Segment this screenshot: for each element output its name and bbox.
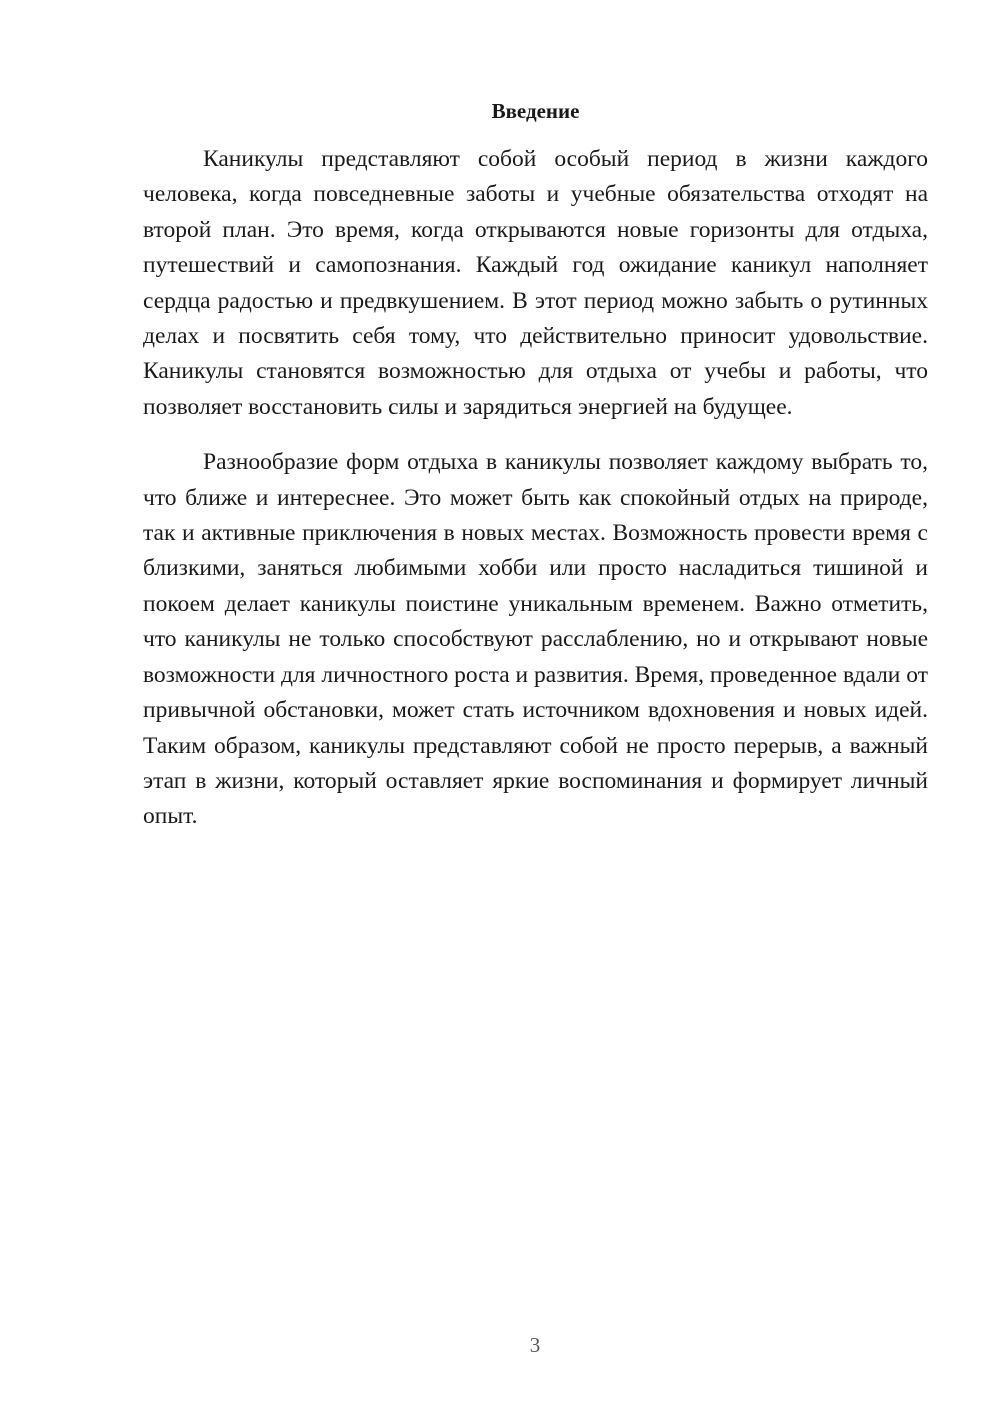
page-content [143, 98, 928, 855]
paragraph-1: Каникулы представляют собой особый период в жизни каждого человека, когда повседневные заботы и учебные обязательства отходят на второй план. Это время, когда открываются новые горизонты для отдыха, путешествий и самопознания. Каждый год ожидание каникул наполняет сердца радостью и предвкушением. В этот период можно забыть о рутинных делах и посвятить себя тому, что действительно приносит удовольствие. Каникулы становятся возможностью для отдыха от учебы и работы, что позволяет восстановить силы и зарядиться энергией на будущее. [143, 146, 928, 420]
section-heading: Введение [491, 99, 580, 123]
page-number: 3 [529, 1333, 541, 1357]
paragraph-2: Разнообразие форм отдыха в каникулы позволяет каждому выбрать то, что ближе и интереснее. Это может быть как спокойный отдых на природе, так и активные приключения в новых местах. Возможность провести время с близкими, заняться любимыми хобби или просто насладиться тишиной и покоем делает каникулы поистине уникальным временем. Важно отметить, что каникулы не только способствуют расслаблению, но и открывают новые возможности для личностного роста и развития. Время, проведенное вдали от привычной обстановки, может стать источником вдохновения и новых идей. Таким образом, каникулы представляют собой не просто перерыв, а важный этап в жизни, который оставляет яркие воспоминания и формирует личный опыт. [143, 449, 928, 830]
